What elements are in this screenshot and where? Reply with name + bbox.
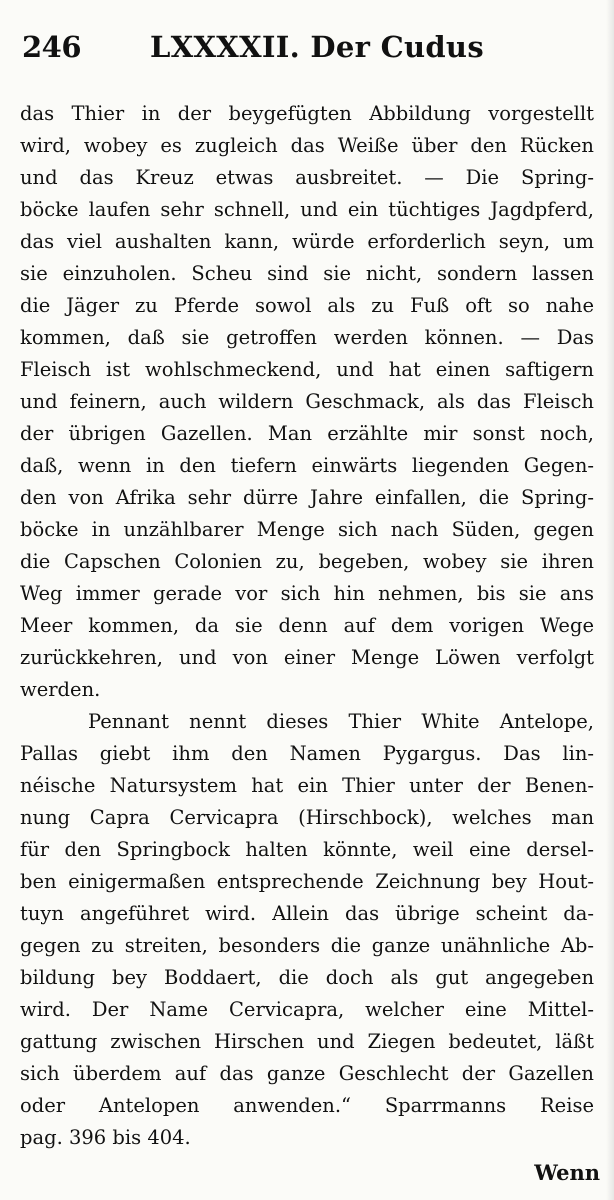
text-line: bildung bey Boddaert, die doch als gut angegeben [20,966,594,989]
text-line: sie einzuholen. Scheu sind sie nicht, sondern lassen [20,262,594,285]
running-head: LXXXXII. Der Cudus [150,30,484,64]
body-text [20,98,594,1154]
text-line: der übrigen Gazellen. Man erzählte mir sonst noch, [20,422,594,445]
text-line: wird, wobey es zugleich das Weiße über den Rücken [20,134,594,157]
catchword: Wenn [534,1160,600,1185]
text-line: das Thier in der beygefügten Abbildung vorgestellt [20,102,594,125]
text-line: Pallas giebt ihm den Namen Pygargus. Das lin- [20,742,594,765]
text-line: das viel aushalten kann, würde erforderlich seyn, um [20,230,594,253]
text-line: zurückkehren, und von einer Menge Löwen verfolgt [20,646,594,669]
text-line: die Jäger zu Pferde sowol als zu Fuß oft so nahe [20,294,594,317]
text-line: für den Springbock halten könnte, weil eine dersel- [20,838,594,861]
page-number: 246 [22,30,82,64]
paragraph-start-line: Pennant nennt dieses Thier White Antelope, [88,710,594,733]
text-line: pag. 396 bis 404. [20,1126,191,1149]
text-line: daß, wenn in den tiefern einwärts liegenden Gegen- [20,454,594,477]
text-line: wird. Der Name Cervicapra, welcher eine Mittel- [20,998,594,1021]
page-edge-shadow [606,0,614,1200]
text-line: gegen zu streiten, besonders die ganze unähnliche Ab- [20,934,594,957]
text-line: die Capschen Colonien zu, begeben, wobey sie ihren [20,550,594,573]
text-line: oder Antelopen anwenden.“ Sparrmanns Reise [20,1094,594,1117]
text-line: böcke in unzählbarer Menge sich nach Süden, gegen [20,518,594,541]
text-line: sich überdem auf das ganze Geschlecht der Gazellen [20,1062,594,1085]
text-line: Fleisch ist wohlschmeckend, und hat einen saftigern [20,358,594,381]
text-line: kommen, daß sie getroffen werden können. — Das [20,326,594,349]
text-line: und feinern, auch wildern Geschmack, als das Fleisch [20,390,594,413]
text-line: Weg immer gerade vor sich hin nehmen, bis sie ans [20,582,594,605]
text-line: tuyn angeführet wird. Allein das übrige scheint da- [20,902,594,925]
text-line: nung Capra Cervicapra (Hirschbock), welches man [20,806,594,829]
text-line: Meer kommen, da sie denn auf dem vorigen Wege [20,614,594,637]
text-line: néische Natursystem hat ein Thier unter der Benen- [20,774,594,797]
text-line: böcke laufen sehr schnell, und ein tüchtiges Jagdpferd, [20,198,594,221]
text-line: werden. [20,678,101,701]
text-line: und das Kreuz etwas ausbreitet. — Die Spring- [20,166,594,189]
text-line: ben einigermaßen entsprechende Zeichnung bey Hout- [20,870,594,893]
text-line: den von Afrika sehr dürre Jahre einfallen, die Spring- [20,486,594,509]
page-header [22,30,594,70]
text-line: gattung zwischen Hirschen und Ziegen bedeutet, läßt [20,1030,594,1053]
